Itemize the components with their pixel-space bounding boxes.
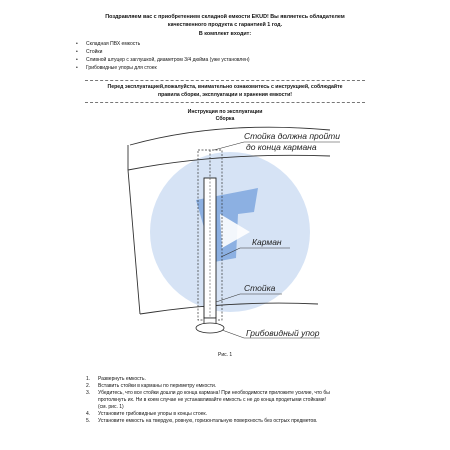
- warning-line-2: правила сборки, эксплуатации и хранения емкости!: [158, 92, 292, 98]
- step-text: Установите грибовидные упоры в концы стоек.: [98, 411, 207, 417]
- label-foot: Грибовидный упор: [246, 328, 320, 338]
- step-number: 5.: [86, 418, 91, 424]
- instructions-subtitle: Сборка: [215, 116, 235, 122]
- step-item: [86, 411, 378, 418]
- kit-item: • Стойки: [86, 48, 250, 56]
- step-item: [86, 383, 378, 390]
- kit-title: В комплект входит:: [198, 31, 252, 37]
- watermark-logo: [150, 152, 310, 312]
- step-number: 2.: [86, 383, 91, 389]
- steps-list: [86, 376, 378, 425]
- step-text: Убедитесь, что все стойки дошли до конца кармана! При необходимости приложите усилие, что бы: [98, 390, 330, 396]
- label-pocket: Карман: [252, 237, 282, 247]
- step-text: Развернуть емкость.: [98, 376, 146, 382]
- step-number: 3.: [86, 390, 91, 396]
- greeting-line-1: Поздравляем вас с приобретением складной емкости EKUD! Вы являетесь обладателем: [105, 14, 345, 20]
- step-text: протолкнуть их. Ни в коем случае не устанавливайте емкость с не до конца продетыми стойками!: [98, 397, 326, 403]
- figure-caption: Рис. 1: [218, 352, 233, 358]
- step-item: [86, 390, 378, 411]
- label-top-2: до конца кармана: [246, 142, 317, 152]
- kit-item: • Сливной штуцер с заглушкой, диаметром 3/4 дюйма (уже установлен): [86, 56, 250, 64]
- label-post: Стойка: [244, 283, 276, 293]
- step-text: Вставить стойки в карманы по периметру емкости.: [98, 383, 217, 389]
- warning-line-1: Перед эксплуатацией,пожалуйста, внимательно ознакомитесь с инструкцией, соблюдайте: [107, 84, 343, 90]
- step-number: 4.: [86, 411, 91, 417]
- step-text: (см. рис. 1): [98, 404, 124, 410]
- kit-item: • Складная ПВХ емкость: [86, 40, 250, 48]
- greeting-line-2: качественного продукта с гарантией 1 год.: [167, 22, 283, 28]
- kit-item: • Грибовидные упоры для стоек: [86, 64, 250, 72]
- step-item: [86, 376, 378, 383]
- step-text: Установите емкость на твердую, ровную, горизонтальную поверхность без острых предметов.: [98, 418, 318, 424]
- step-item: [86, 418, 378, 425]
- step-number: 1.: [86, 376, 91, 382]
- instructions-title: Инструкция по эксплуатации: [187, 109, 263, 115]
- label-top-1: Стойка должна пройти: [244, 131, 340, 141]
